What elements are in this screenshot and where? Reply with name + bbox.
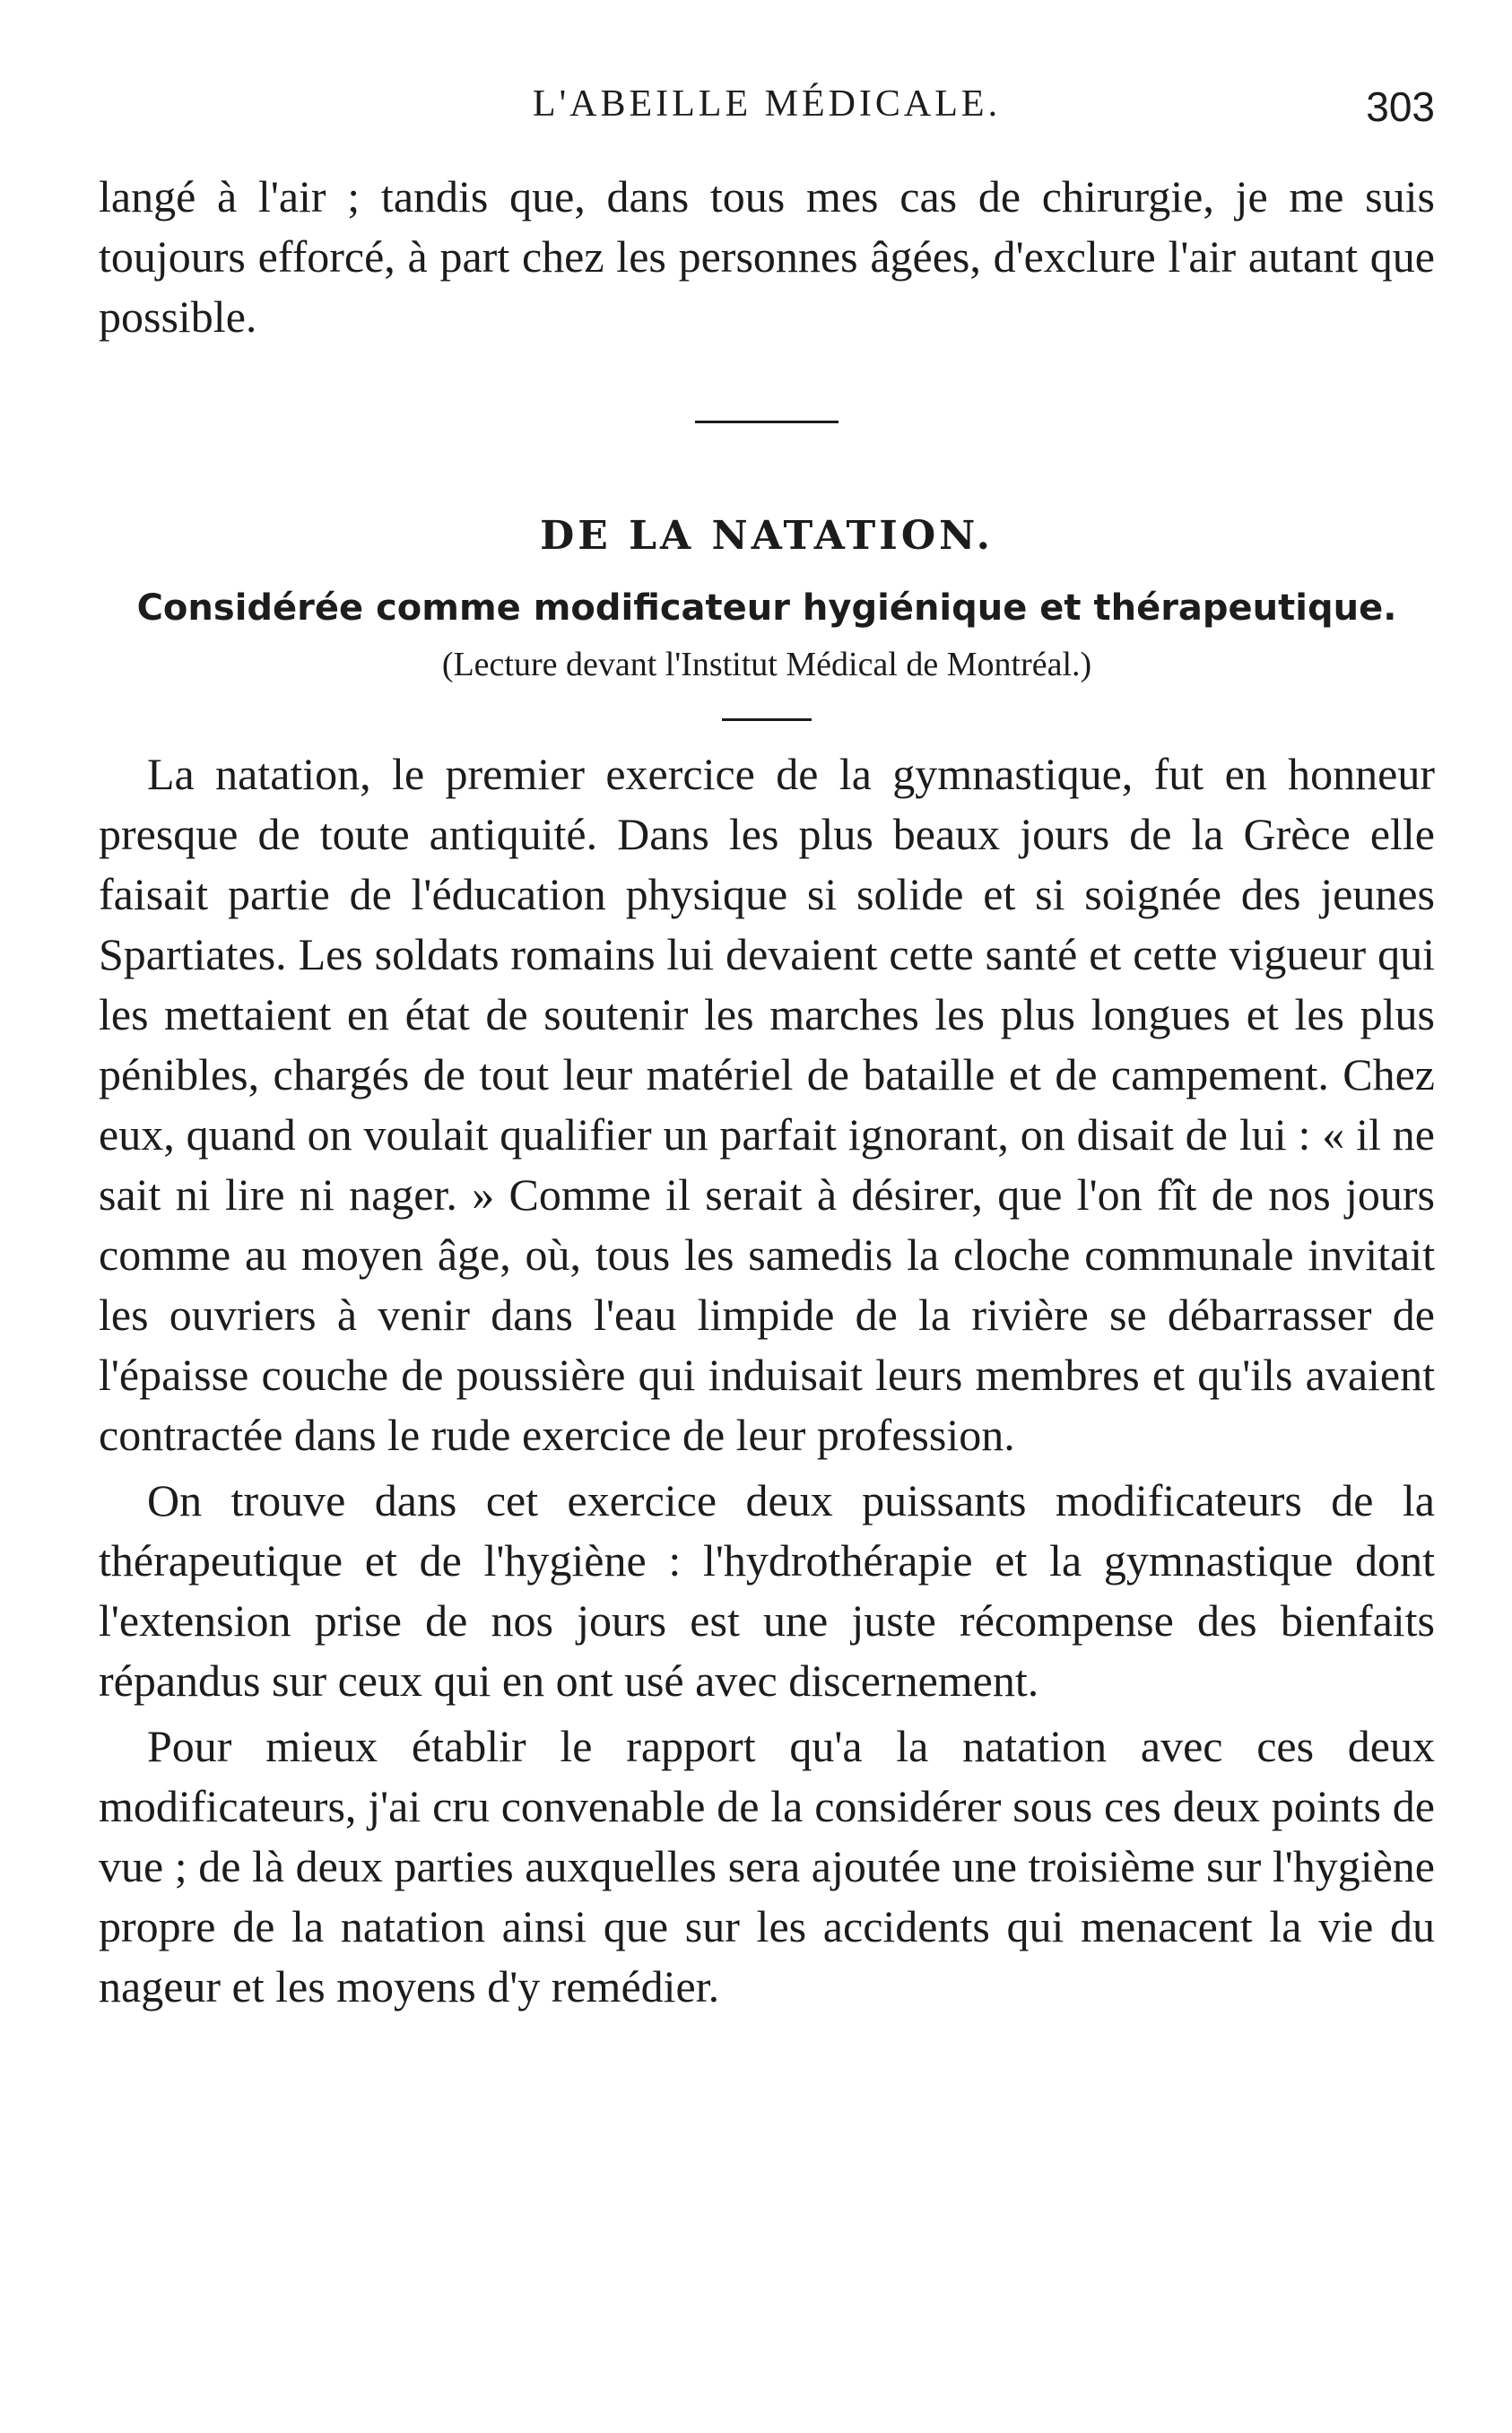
running-title: L'ABEILLE MÉDICALE.: [532, 83, 1002, 125]
article-body: [99, 744, 1435, 2017]
continuation-paragraph: langé à l'air ; tandis que, dans tous mes cas de chirurgie, je me suis toujours efforcé, à part chez les personnes âgées, d'exclure l'air autant que possible.: [99, 171, 1435, 342]
subtitle-divider: [722, 718, 812, 721]
section-divider: [695, 421, 839, 423]
running-header: [99, 83, 1435, 136]
document-page: [99, 83, 1435, 2022]
section-note: (Lecture devant l'Institut Médical de Montréal.): [441, 646, 1092, 683]
section-subtitle: Considérée comme modificateur hygiénique et thérapeutique.: [136, 587, 1397, 629]
body-paragraph: Pour mieux établir le rapport qu'a la natation avec ces deux modificateurs, j'ai cru convenable de la considérer sous ces deux points de vue ; de là deux parties auxquelles sera ajoutée une troisième sur l'hygiène propre de la natation ainsi que sur les accidents qui menacent la vie du nageur et les moyens d'y remédier.: [99, 1721, 1435, 2012]
body-paragraph: On trouve dans cet exercice deux puissants modificateurs de la thérapeutique et de l'hygiène : l'hydrothérapie et la gymnastique dont l'extension prise de nos jours est une juste récompense des bienfaits répandus sur ceux qui en ont usé avec discernement.: [99, 1475, 1435, 1706]
page-number: 303: [1366, 83, 1435, 130]
body-paragraph: La natation, le premier exercice de la gymnastique, fut en honneur presque de toute antiquité. Dans les plus beaux jours de la Grèce elle faisait partie de l'éducation physique si solide et si soignée des jeunes Spartiates. Les soldats romains lui devaient cette santé et cette vigueur qui les mettaient en état de soutenir les marches les plus longues et les plus pénibles, chargés de tout leur matériel de bataille et de campement. Chez eux, quand on voulait qualifier un parfait ignorant, on disait de lui : « il ne sait ni lire ni nager. » Comme il serait à désirer, que l'on fît de nos jours comme au moyen âge, où, tous les samedis la cloche communale invitait les ouvriers à venir dans l'eau limpide de la rivière se débarrasser de l'épaisse couche de poussière qui induisait leurs membres et qu'ils avaient contractée dans le rude exercice de leur profession.: [99, 749, 1435, 1460]
section-title: DE LA NATATION.: [540, 513, 994, 559]
